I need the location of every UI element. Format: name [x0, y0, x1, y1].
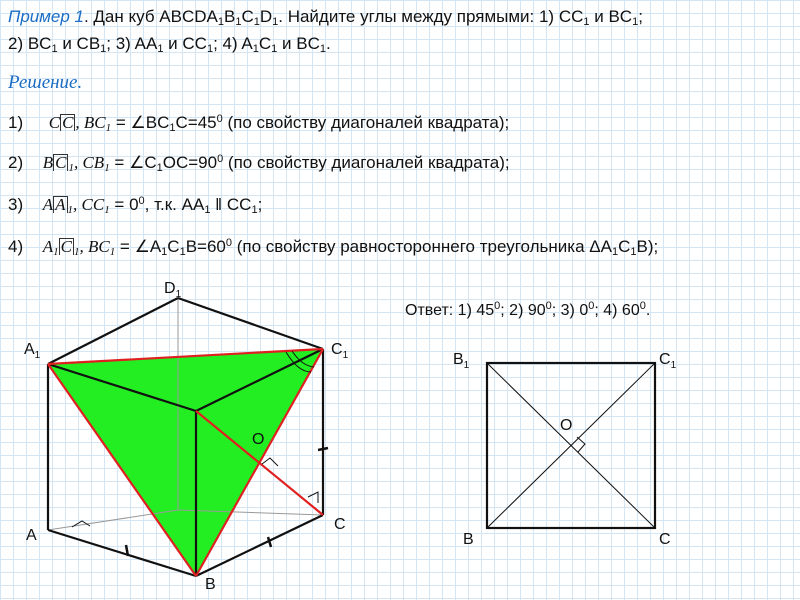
solution-item-1: 1) C C , $BC1 = \angle BC_1C=45^0$ (по свойству диагоналей квадрата);: [8, 113, 510, 134]
solution-label: Решение.: [8, 72, 83, 93]
label-o: O: [252, 431, 265, 448]
solution-item-3: 3) A A 1, $CC1 = 0^0$, т.к. $AA_1$ ‖ $CC_1$;: [8, 195, 263, 216]
square-label-c1: $C_1$: [659, 351, 677, 371]
square-label-b: B: [463, 531, 474, 548]
label-c: C: [334, 516, 346, 533]
solution-item-2: 2) B C 1, $CB1 = \angle C_1OC=90^0$ (по свойству диагоналей квадрата);: [8, 153, 510, 174]
label-b: B: [205, 576, 216, 593]
square-label-b1: $B_1$: [453, 351, 470, 371]
label-c1: $C_1$: [331, 341, 349, 361]
formula-4: A1 C 1, BC1: [42, 237, 116, 258]
formula-1: C C , BC1: [48, 113, 112, 134]
example-label: Пример 1: [8, 7, 84, 26]
formula-2: B C 1, CB1: [42, 153, 110, 174]
problem-statement-line1: Пример 1. Дан куб $ABCDA_1B_1C_1D_1$. Найдите углы между прямыми: 1) $CC_1$ и $BC_1$;: [8, 7, 643, 28]
square-diagonals: [487, 363, 655, 528]
solution-item-4: 4) A1 C 1, $BC1 = \angle A_1C_1B=60^0$ (по свойству равностороннего треугольника $\Delta A_1C_1B$);: [8, 237, 659, 258]
label-a: A: [26, 527, 37, 544]
formula-3: A A 1, CC1: [42, 195, 110, 216]
answer-line: Ответ: 1) $45^0$; 2) $90^0$; 3) $0^0$; 4) $60^0$.: [405, 300, 651, 319]
label-a1: $A_1$: [24, 341, 41, 361]
square-label-o: O: [560, 417, 573, 434]
square-label-c: C: [659, 531, 671, 548]
problem-statement-line2: 2) $BC_1$ и $CB_1$; 3) $AA_1$ и $CC_1$; 4) $A_1C_1$ и $BC_1$.: [8, 34, 331, 55]
label-d1: $D_1$: [164, 280, 182, 300]
